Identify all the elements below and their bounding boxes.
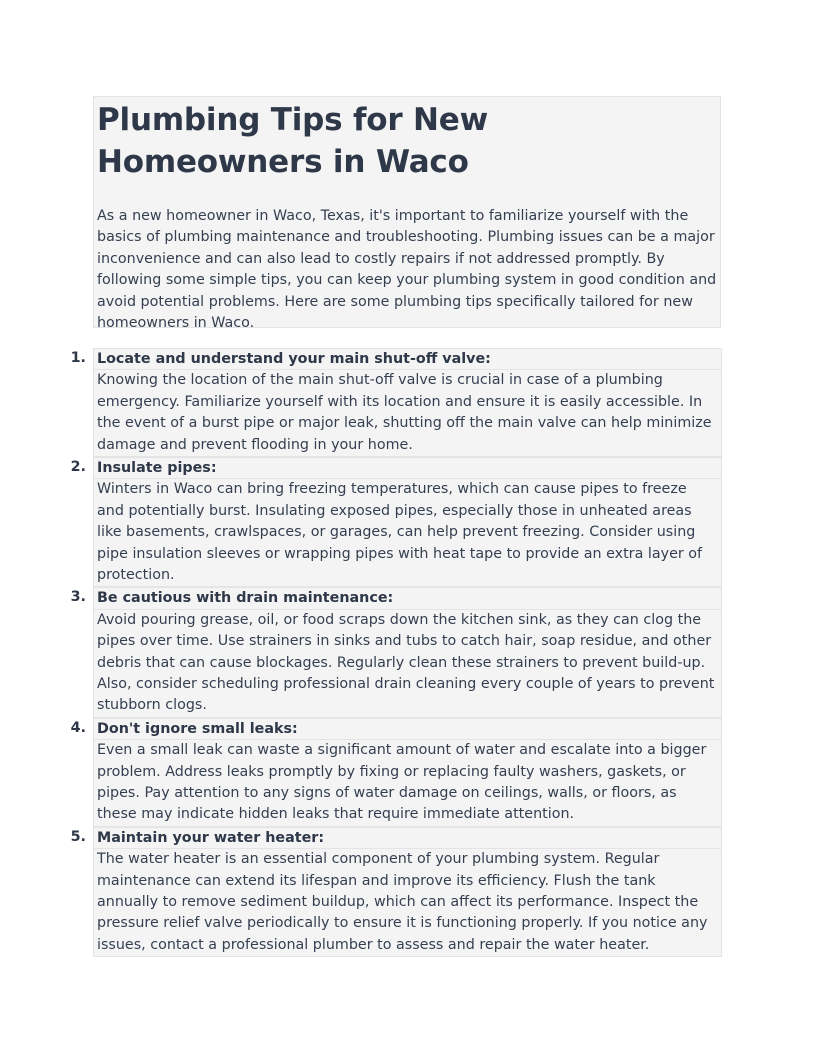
tip-title: Be cautious with drain maintenance: (93, 587, 722, 608)
tip-body: Knowing the location of the main shut-off valve is crucial in case of a plumbing emergency. Familiarize yourself with its location and ensure it is easily accessible. In the event of a burst pipe or major leak, shutting off the main valve can help minimize damage and prevent flooding in your home. (93, 369, 722, 457)
tip-header (60, 348, 722, 369)
tip-body: Winters in Waco can bring freezing temperatures, which can cause pipes to freeze and potentially burst. Insulating exposed pipes, especially those in unheated areas like basements, crawlspaces, or garages, can help prevent freezing. Consider using pipe insulation sleeves or wrapping pipes with heat tape to provide an extra layer of protection. (93, 478, 722, 587)
tip-body: Avoid pouring grease, oil, or food scraps down the kitchen sink, as they can clog the pipes over time. Use strainers in sinks and tubs to catch hair, soap residue, and other debris that can cause blockages. Regularly clean these strainers to prevent build-up. Also, consider scheduling professional drain cleaning every couple of years to prevent stubborn clogs. (93, 609, 722, 718)
tip-title: Don't ignore small leaks: (93, 718, 722, 739)
tip-item (60, 457, 722, 587)
intro-paragraph: As a new homeowner in Waco, Texas, it's important to familiarize yourself with the basics of plumbing maintenance and troubleshooting. Plumbing issues can be a major inconvenience and can also lead to costly repairs if not addressed promptly. By following some simple tips, you can keep your plumbing system in good condition and avoid potential problems. Here are some plumbing tips specifically tailored for new homeowners in Waco. (97, 208, 717, 332)
tip-number: 4. (70, 719, 86, 736)
tip-item (60, 348, 722, 457)
tip-number: 3. (70, 589, 86, 606)
tip-title: Locate and understand your main shut-off valve: (93, 348, 722, 369)
tip-body: Even a small leak can waste a significant amount of water and escalate into a bigger problem. Address leaks promptly by fixing or replacing faulty washers, gaskets, or pipes. Pay attention to any signs of water damage on ceilings, walls, or floors, as these may indicate hidden leaks that require immediate attention. (93, 739, 722, 827)
tip-header (60, 587, 722, 608)
tip-number: 5. (70, 828, 86, 845)
tip-title: Maintain your water heater: (93, 827, 722, 848)
tip-body: The water heater is an essential component of your plumbing system. Regular maintenance can extend its lifespan and improve its efficiency. Flush the tank annually to remove sediment buildup, which can affect its performance. Inspect the pressure relief valve periodically to ensure it is functioning properly. If you notice any issues, contact a professional plumber to assess and repair the water heater. (93, 848, 722, 957)
tips-list (60, 348, 722, 957)
tip-number: 1. (70, 350, 86, 366)
tip-header (60, 827, 722, 848)
tip-item (60, 718, 722, 827)
tip-title: Insulate pipes: (93, 457, 722, 478)
page-title: Plumbing Tips for New Homeowners in Waco (97, 102, 489, 180)
intro-section (93, 96, 721, 332)
tip-item (60, 827, 722, 957)
tip-item (60, 587, 722, 717)
tip-header (60, 457, 722, 478)
tip-number: 2. (70, 459, 86, 476)
tip-header (60, 718, 722, 739)
